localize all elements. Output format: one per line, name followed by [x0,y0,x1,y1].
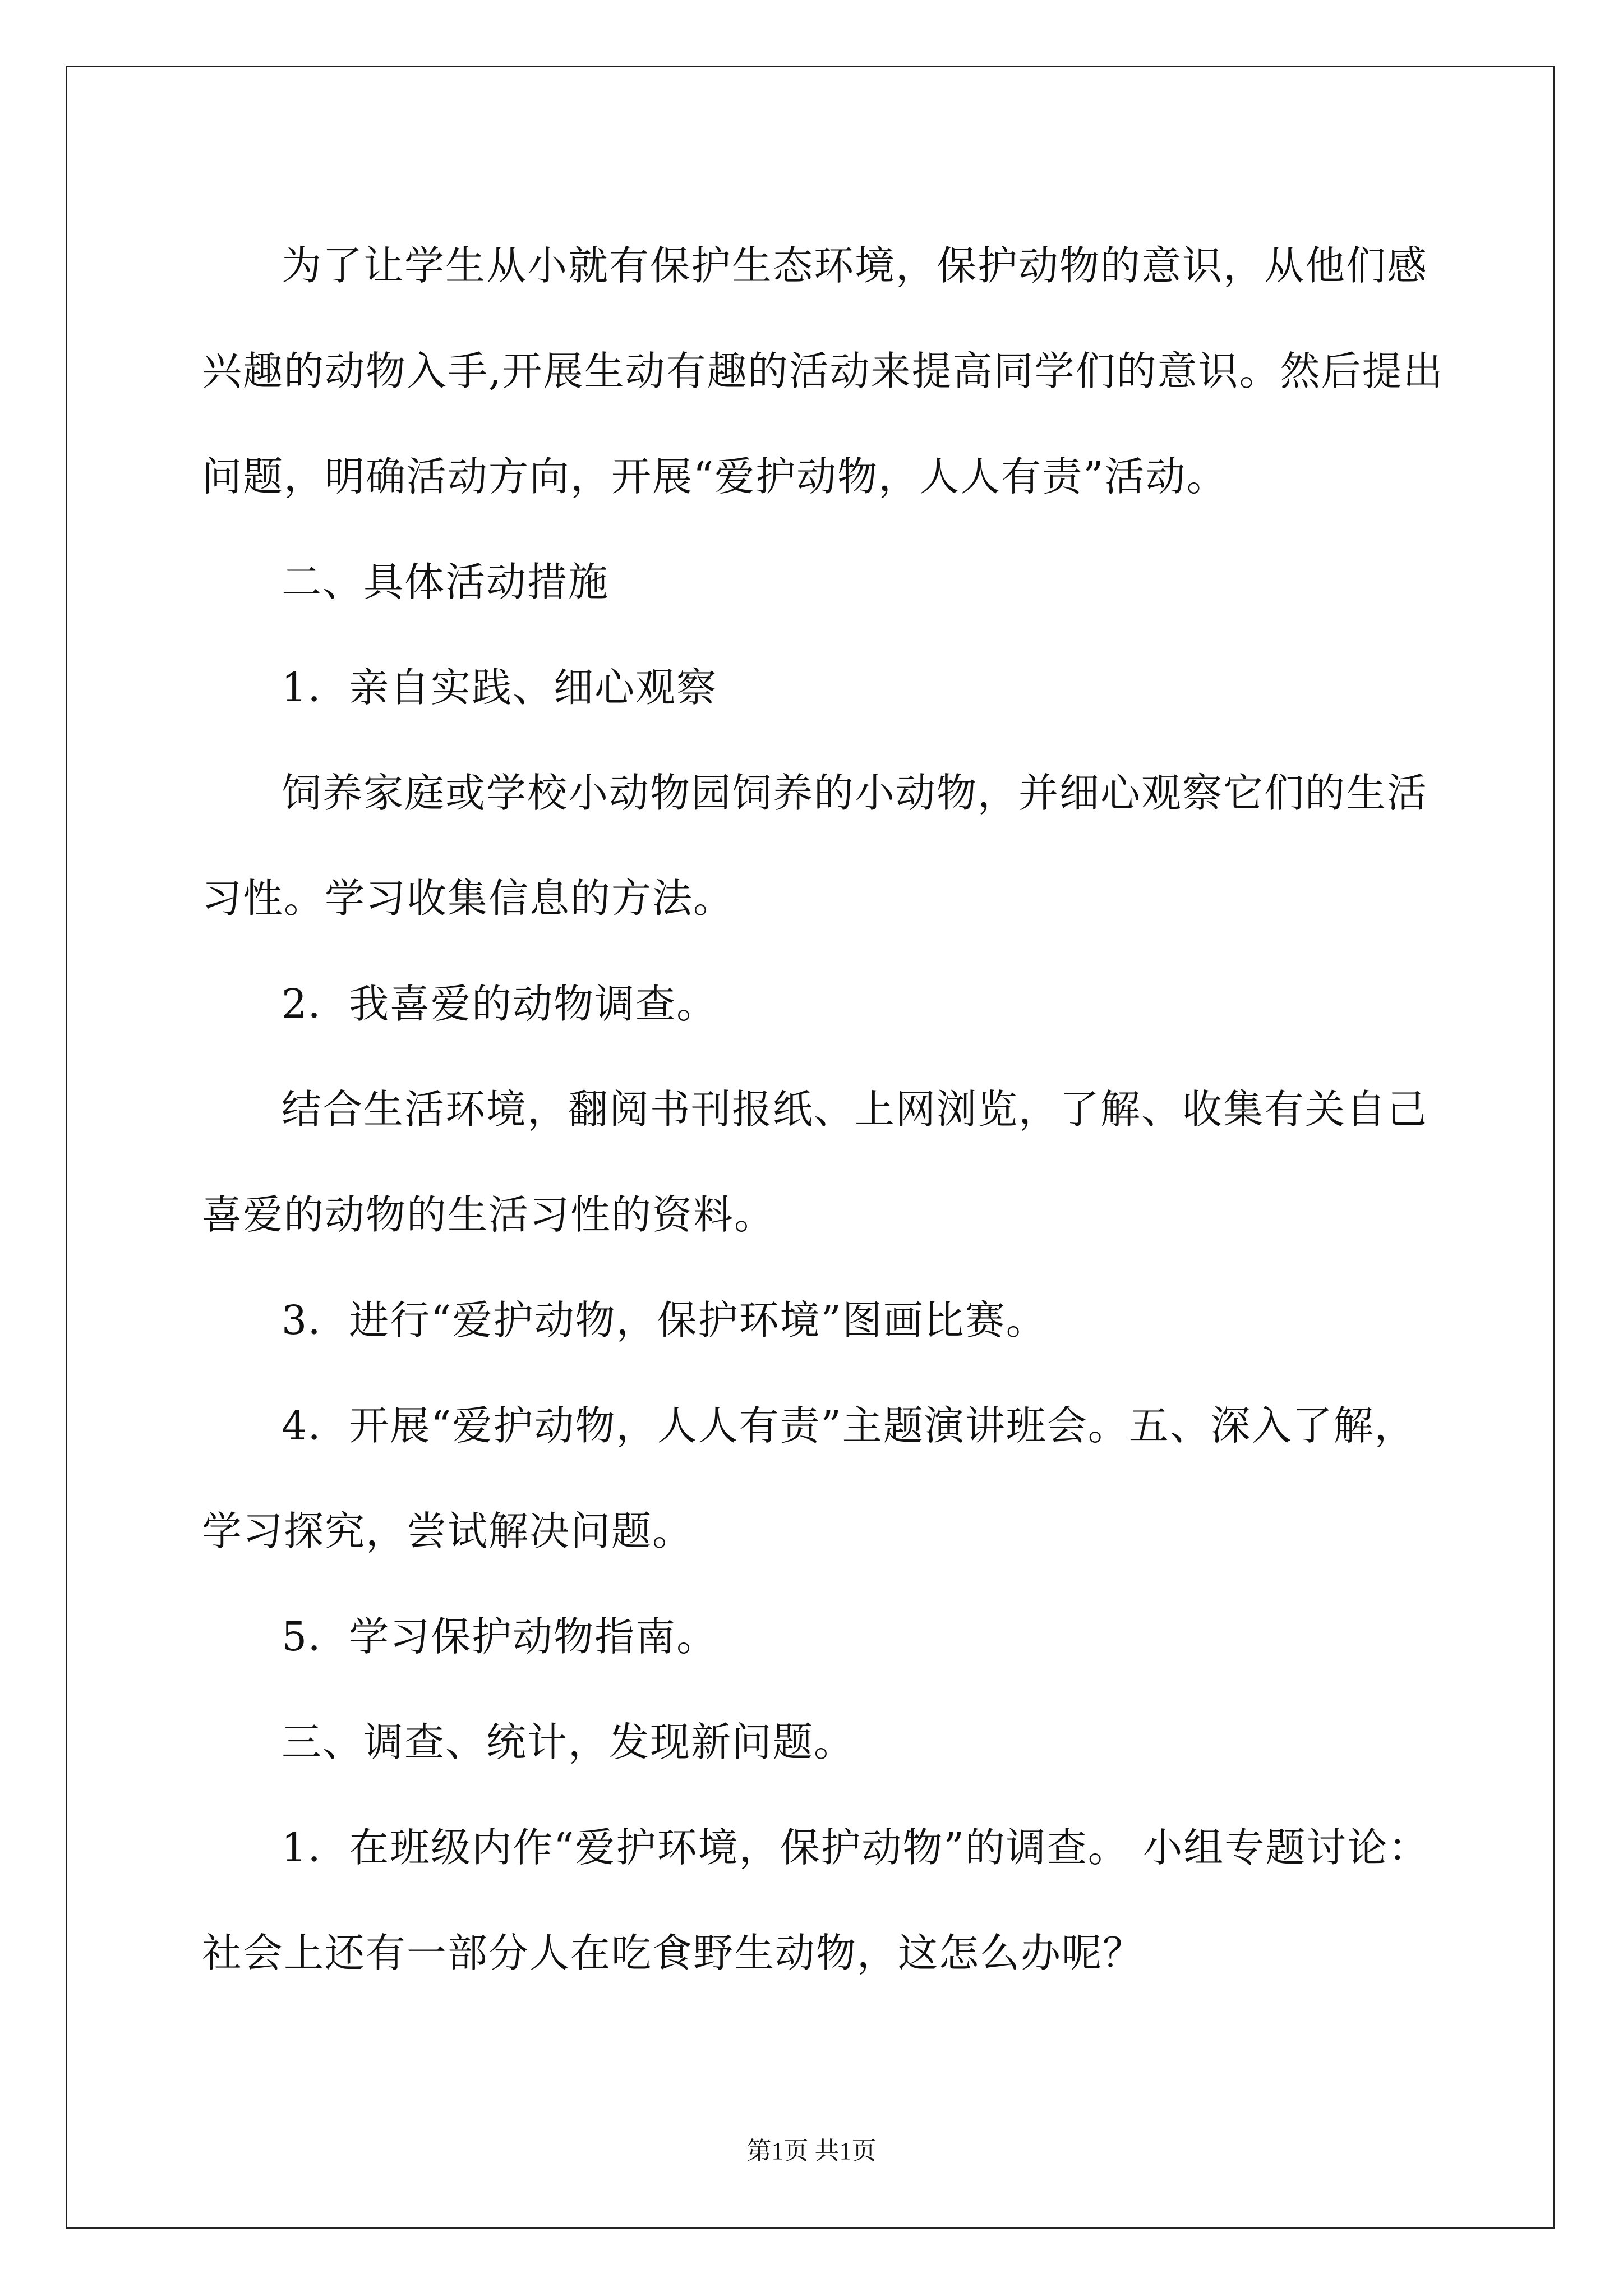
paragraph-line: 社会上还有一部分人在吃食野生动物，这怎么办呢？ [202,1930,1144,1976]
paragraph-line: 喜爱的动物的生活习性的资料。 [202,1191,776,1238]
paragraph-line: 为了让学生从小就有保护生态环境，保护动物的意识，从他们感 [282,242,1428,289]
paragraph-line: 兴趣的动物入手,开展生动有趣的活动来提高同学们的意识。然后提出 [202,348,1444,394]
page-number-footer: 第1页 共1页 [746,2137,877,2165]
section-heading: 三、调查、统计，发现新问题。 [282,1719,855,1765]
paragraph-line: 学习探究，尝试解决问题。 [202,1508,694,1554]
paragraph-line: 4．开展“爱护动物，人人有责”主题演讲班会。五、深入了解， [282,1402,1415,1449]
paragraph-line: 饲养家庭或学校小动物园饲养的小动物，并细心观察它们的生活 [282,770,1428,816]
list-item-heading: 3．进行“爱护动物，保护环境”图画比赛。 [282,1297,1047,1343]
section-heading: 二、具体活动措施 [282,559,610,605]
paragraph-line: 1．在班级内作“爱护环境，保护动物”的调查。 小组专题讨论： [282,1824,1430,1871]
document-body [202,213,1444,2006]
list-item-heading: 1．亲自实践、细心观察 [282,664,718,711]
paragraph-line: 问题，明确活动方向，开展“爱护动物，人人有责”活动。 [202,453,1228,500]
list-item-heading: 2．我喜爱的动物调查。 [282,981,718,1027]
paragraph-line: 结合生活环境，翻阅书刊报纸、上网浏览，了解、收集有关自己 [282,1086,1428,1133]
list-item-heading: 5．学习保护动物指南。 [282,1613,718,1660]
paragraph-line: 习性。学习收集信息的方法。 [202,875,735,922]
